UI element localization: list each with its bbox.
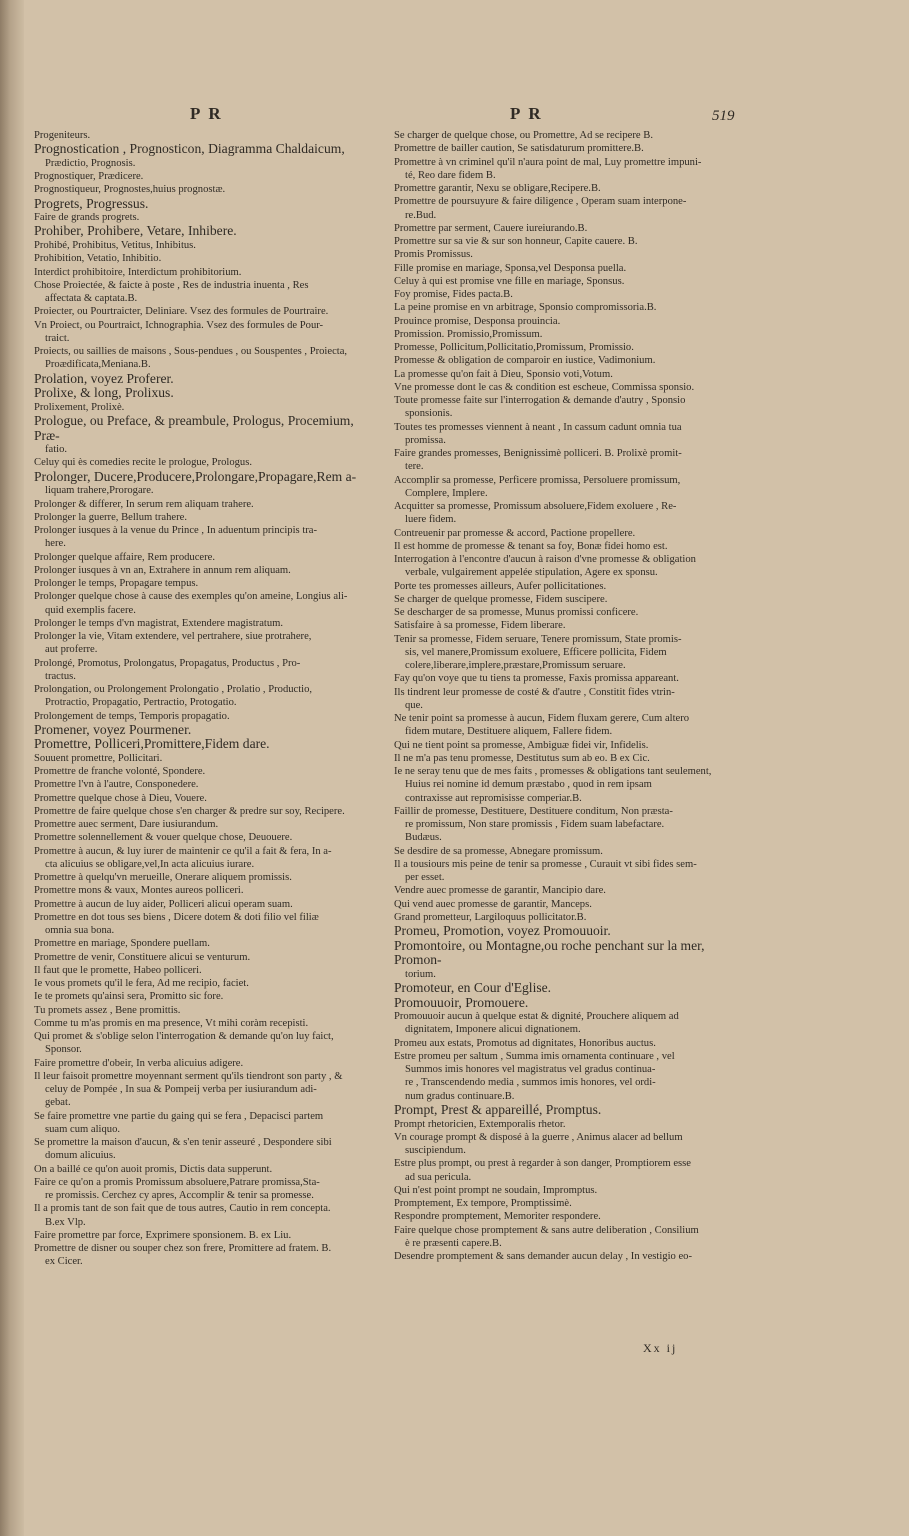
dictionary-line: Respondre promptement, Memoriter respondere. [394, 1211, 601, 1223]
dictionary-line: Il est homme de promesse & tenant sa foy, Bonæ fidei homo est. [394, 540, 668, 552]
dictionary-line: Prolation, voyez Proferer. [34, 370, 174, 386]
dictionary-line: Faire quelque chose promptement & sans autre deliberation , Consilium [394, 1224, 699, 1236]
dictionary-line: Promouuoir, Promouere. [394, 994, 529, 1010]
dictionary-column-right [394, 129, 739, 1263]
dictionary-line: Promettre à quelqu'vn merueille, Onerare aliquem promissis. [34, 872, 292, 884]
dictionary-line: re.Bud. [405, 209, 437, 221]
dictionary-line: re promissum, Non stare promissis , Fidem suam labefactare. [405, 819, 665, 830]
dictionary-line: Tenir sa promesse, Fidem seruare, Tenere promissum, State promis- [394, 633, 682, 645]
dictionary-line: Promettre de franche volonté, Spondere. [34, 766, 206, 778]
dictionary-line: tere. [405, 461, 424, 473]
dictionary-line: Acquitter sa promesse, Promissum absoluere,Fidem exoluere , Re- [394, 501, 677, 512]
dictionary-line: Prolonger quelque affaire, Rem producere. [34, 551, 216, 563]
dictionary-line: Budæus. [405, 832, 442, 844]
dictionary-line: Proædificata,Meniana.B. [45, 359, 151, 371]
dictionary-line: Prolonger, Ducere,Producere,Prolongare,Propagare,Rem a- [34, 468, 357, 484]
dictionary-line: Prolonger quelque chose à cause des exemples qu'on ameine, Longius ali- [34, 591, 348, 603]
dictionary-line: Souuent promettre, Pollicitari. [34, 752, 163, 764]
dictionary-line: gebat. [45, 1097, 71, 1109]
dictionary-line: luere fidem. [405, 514, 457, 526]
dictionary-line: Promettre auec serment, Dare iusiurandum. [34, 819, 219, 831]
dictionary-line: Vn Proiect, ou Pourtraict, Ichnographia. Vsez des formules de Pour- [34, 319, 324, 331]
dictionary-line: Prolonger iusques à vn an, Extrahere in annum rem aliquam. [34, 564, 291, 576]
dictionary-line: Sponsor. [45, 1044, 82, 1056]
dictionary-line: Grand prometteur, Largiloquus pollicitator.B. [394, 911, 587, 923]
dictionary-line: Fille promise en mariage, Sponsa,vel Desponsa puella. [394, 262, 627, 274]
dictionary-line: omnia sua bona. [45, 925, 115, 937]
dictionary-line: La peine promise en vn arbitrage, Sponsio compromissoria.B. [394, 302, 657, 314]
dictionary-line: Promeu, Promotion, voyez Promouuoir. [394, 923, 611, 938]
dictionary-line: Interrogation à l'encontre d'aucun à raison d'vne promesse & obligation [394, 554, 696, 565]
dictionary-line: cta alicuius se obligare,vel,In acta alicuius iurare. [45, 858, 255, 870]
dictionary-line: Il ne m'a pas tenu promesse, Destitutus sum ab eo. B ex Cic. [394, 752, 650, 764]
dictionary-line: Summos imis honores vel magistratus vel gradus continua- [405, 1064, 656, 1076]
dictionary-line: tractus. [45, 670, 76, 682]
dictionary-line: Chose Proiectée, & faicte à poste , Res de industria inuenta , Res [34, 279, 309, 291]
dictionary-line: Promesse & obligation de comparoir en iustice, Vadimonium. [394, 355, 656, 367]
dictionary-line: colere,liberare,implere,præstare,Promissum seruare. [405, 660, 626, 671]
dictionary-line: Estre plus prompt, ou prest à regarder à son danger, Promptiorem esse [394, 1158, 692, 1170]
dictionary-line: Progeniteurs. [34, 130, 91, 141]
dictionary-line: Promettre en mariage, Spondere puellam. [34, 938, 210, 950]
dictionary-line: Qui vend auec promesse de garantir, Manceps. [394, 898, 592, 910]
dictionary-line: Prognostiquer, Prædicere. [34, 171, 144, 183]
signature-mark: Xx ij [643, 1341, 678, 1355]
dictionary-line: sis, vel manere,Promissum exoluere, Efficere pollicita, Fidem [405, 646, 667, 658]
dictionary-line: per esset. [405, 872, 445, 883]
dictionary-line: Prohibé, Prohibitus, Vetitus, Inhibitus. [34, 240, 196, 252]
dictionary-line: Toute promesse faite sur l'interrogation & demande d'autry , Sponsio [394, 395, 686, 406]
dictionary-line: suscipiendum. [405, 1145, 466, 1157]
dictionary-line: Prompt, Prest & appareillé, Promptus. [394, 1101, 602, 1117]
dictionary-line: Promettre l'vn à l'autre, Consponedere. [34, 779, 199, 791]
dictionary-line: here. [45, 538, 66, 550]
dictionary-line: Se promettre la maison d'aucun, & s'en tenir asseuré , Despondere sibi [34, 1137, 332, 1149]
dictionary-line: Promoteur, en Cour d'Eglise. [394, 980, 552, 996]
dictionary-line: Promettre à aucun de luy aider, Polliceri alicui operam suam. [34, 898, 293, 910]
dictionary-line: Promettre mons & vaux, Montes aureos polliceri. [34, 885, 244, 897]
dictionary-line: Promettre sur sa vie & sur son honneur, Capite cauere. B. [394, 236, 638, 247]
dictionary-line: contraxisse aut repromisisse comperiar.B. [405, 792, 582, 804]
dictionary-line: Promener, voyez Pourmener. [34, 721, 192, 737]
dictionary-line: traict. [45, 332, 70, 344]
dictionary-line: Se desdire de sa promesse, Abnegare promissum. [394, 845, 603, 857]
dictionary-line: Vendre auec promesse de garantir, Mancipio dare. [394, 885, 606, 897]
dictionary-line: Promettre quelque chose à Dieu, Vouere. [34, 792, 207, 804]
dictionary-line: celuy de Pompée , In sua & Pompeij verba per iusiurandum adi- [45, 1084, 317, 1096]
dictionary-line: Il leur faisoit promettre moyennant serment qu'ils tiendront son party , & [34, 1070, 343, 1082]
dictionary-line: Prædictio, Prognosis. [45, 157, 136, 169]
dictionary-column-left [34, 129, 381, 1269]
dictionary-line: è re præsenti capere.B. [405, 1237, 502, 1249]
dictionary-line: Vn courage prompt & disposé à la guerre , Animus alacer ad bellum [394, 1131, 683, 1143]
dictionary-line: fidem mutare, Destituere aliquem, Fallere fidem. [405, 726, 613, 738]
dictionary-line: Proiects, ou saillies de maisons , Sous-pendues , ou Souspentes , Proiecta, [34, 346, 348, 358]
dictionary-line: Se charger de quelque chose, ou Promettre, Ad se recipere B. [394, 130, 653, 141]
dictionary-line: Qui ne tient point sa promesse, Ambiguæ fidei vir, Infidelis. [394, 739, 649, 751]
dictionary-line: Se descharger de sa promesse, Munus promissi conficere. [394, 607, 639, 618]
dictionary-line: dignitatem, Imponere alicui dignationem. [405, 1024, 581, 1036]
dictionary-line: sponsionis. [405, 408, 453, 420]
dictionary-line: Ie ne seray tenu que de mes faits , promesses & obligations tant seulement, [394, 766, 712, 777]
dictionary-line: Promettre de venir, Constituere alicui se venturum. [34, 951, 251, 963]
dictionary-line: Toutes tes promesses viennent à neant , In cassum cadunt omnia tua [394, 421, 682, 433]
dictionary-line: Ne tenir point sa promesse à aucun, Fidem fluxam gerere, Cum altero [394, 713, 690, 724]
dictionary-line: Huius rei nomine id demum præstabo , quod in rem ipsam [405, 779, 652, 791]
dictionary-line: Ie vous promets qu'il le fera, Ad me recipio, faciet. [34, 978, 249, 990]
dictionary-line: Satisfaire à sa promesse, Fidem liberare. [394, 620, 566, 632]
dictionary-line: Promettre de bailler caution, Se satisdaturum promittere.B. [394, 143, 644, 155]
dictionary-line: Contreuenir par promesse & accord, Pactione propellere. [394, 527, 636, 539]
dictionary-line: aut proferre. [45, 644, 98, 656]
dictionary-line: affectata & captata.B. [45, 293, 138, 305]
dictionary-line: Ie te promets qu'ainsi sera, Promitto sic fore. [34, 991, 224, 1003]
dictionary-line: Prolonger le temps, Propagare tempus. [34, 578, 199, 589]
dictionary-line: Promettre solennellement & vouer quelque chose, Deuouere. [34, 832, 293, 844]
dictionary-line: Faire ce qu'on a promis Promissum absoluere,Patrare promissa,Sta- [34, 1176, 320, 1188]
dictionary-line: Promettre à aucun, & luy iurer de maintenir ce qu'il a fait & fera, In a- [34, 845, 332, 857]
dictionary-line: Vne promesse dont le cas & condition est escheue, Commissa sponsio. [394, 381, 695, 393]
running-head-right: PR [510, 104, 549, 123]
dictionary-line: Promontoire, ou Montagne,ou roche penchant sur la mer, Promon- [394, 937, 705, 968]
dictionary-line: liquam trahere,Prorogare. [45, 485, 154, 497]
dictionary-line: num gradus continuare.B. [405, 1090, 515, 1102]
dictionary-line: Faire promettre par force, Exprimere sponsionem. B. ex Liu. [34, 1229, 292, 1241]
dictionary-line: Prolonger la guerre, Bellum trahere. [34, 511, 187, 523]
dictionary-line: Faire de grands progrets. [34, 212, 140, 224]
dictionary-line: Promeu aux estats, Promotus ad dignitates, Honoribus auctus. [394, 1037, 656, 1049]
dictionary-line: Il a tousiours mis peine de tenir sa promesse , Curauit vt sibi fides sem- [394, 858, 697, 870]
dictionary-line: Prolonger le temps d'vn magistrat, Extendere magistratum. [34, 617, 284, 629]
dictionary-line: Il a promis tant de son fait que de tous autres, Cautio in rem concepta. [34, 1203, 331, 1215]
dictionary-line: Desendre promptement & sans demander aucun delay , In vestigio eo- [394, 1251, 693, 1263]
dictionary-line: Prohibition, Vetatio, Inhibitio. [34, 253, 162, 265]
dictionary-line: Protractio, Propagatio, Pertractio, Protogatio. [45, 697, 237, 709]
dictionary-line: Qui n'est point prompt ne soudain, Impromptus. [394, 1184, 598, 1196]
dictionary-line: Promettre garantir, Nexu se obligare,Recipere.B. [394, 183, 601, 194]
dictionary-line: torium. [405, 968, 436, 980]
dictionary-line: Prolonger la vie, Vitam extendere, vel pertrahere, siue protrahere, [34, 631, 312, 642]
dictionary-line: promissa. [405, 434, 446, 446]
dictionary-line: Promouuoir aucun à quelque estat & dignité, Prouchere aliquem ad [394, 1011, 679, 1023]
dictionary-line: Porte tes promesses ailleurs, Aufer pollicitationes. [394, 580, 607, 592]
dictionary-line: Promission. Promissio,Promissum. [394, 328, 543, 340]
dictionary-line: Proiecter, ou Pourtraicter, Deliniare. Vsez des formules de Pourtraire. [34, 306, 329, 318]
dictionary-line: La promesse qu'on fait à Dieu, Sponsio voti,Votum. [394, 368, 613, 380]
dictionary-line: re , Transcendendo media , summos imis honores, vel ordi- [405, 1077, 656, 1089]
page-gutter [0, 0, 24, 1536]
dictionary-line: quid exemplis facere. [45, 604, 136, 616]
dictionary-line: Promesse, Pollicitum,Pollicitatio,Promissum, Promissio. [394, 342, 634, 353]
dictionary-line: Prognostication , Prognosticon, Diagramma Chaldaicum, [34, 141, 345, 157]
dictionary-line: Promis Promissus. [394, 249, 473, 261]
dictionary-line: Fay qu'on voye que tu tiens ta promesse, Faxis promissa appareant. [394, 673, 679, 685]
dictionary-line: ad sua pericula. [405, 1171, 472, 1183]
dictionary-line: Prouince promise, Desponsa prouincia. [394, 315, 561, 327]
dictionary-line: Prolixement, Prolixè. [34, 401, 125, 413]
dictionary-line: Se charger de quelque promesse, Fidem suscipere. [394, 593, 608, 605]
dictionary-line: Ils tindrent leur promesse de costé & d'autre , Constitit fides vtrin- [394, 686, 675, 698]
dictionary-line: Tu promets assez , Bene promittis. [34, 1004, 181, 1016]
dictionary-line: Prohiber, Prohibere, Vetare, Inhibere. [34, 223, 237, 239]
dictionary-line: Prolixe, & long, Prolixus. [34, 385, 174, 401]
dictionary-line: Promettre en dot tous ses biens , Dicere dotem & doti filio vel filiæ [34, 911, 319, 923]
dictionary-line: B.ex Vlp. [45, 1216, 86, 1228]
dictionary-line: Prolonger iusques à la venue du Prince , In aduentum principis tra- [34, 525, 318, 536]
dictionary-line: Promettre par serment, Cauere iureiurando.B. [394, 222, 588, 234]
dictionary-line: suam cum aliquo. [45, 1123, 121, 1135]
dictionary-line: Promettre de disner ou souper chez son frere, Promittere ad fratem. B. [34, 1243, 332, 1255]
dictionary-line: On a baillé ce qu'on auoit promis, Dictis data supperunt. [34, 1163, 273, 1175]
dictionary-line: Prompt rhetoricien, Extemporalis rhetor. [394, 1118, 566, 1130]
dictionary-line: Prognostiqueur, Prognostes,huius prognostæ. [34, 184, 226, 196]
dictionary-line: Prolonger & differer, In serum rem aliquam trahere. [34, 498, 254, 510]
dictionary-line: Se faire promettre vne partie du gaing qui se fera , Depacisci partem [34, 1110, 324, 1122]
dictionary-line: Promettre de faire quelque chose s'en charger & predre sur soy, Recipere. [34, 805, 345, 817]
dictionary-line: Progrets, Progressus. [34, 195, 149, 211]
dictionary-line: que. [405, 699, 423, 711]
dictionary-line: Foy promise, Fides pacta.B. [394, 289, 513, 300]
dictionary-line: Accomplir sa promesse, Perficere promissa, Persoluere promissum, [394, 474, 681, 486]
dictionary-line: Faillir de promesse, Destituere, Destituere conditum, Non præsta- [394, 805, 673, 817]
dictionary-line: Promettre à vn criminel qu'il n'aura point de mal, Luy promettre impuni- [394, 156, 702, 168]
dictionary-line: verbale, vulgairement appelée stipulation, Agere ex sponsu. [405, 567, 658, 579]
dictionary-line: Faire grandes promesses, Benignissimè polliceri. B. Prolixè promit- [394, 448, 682, 459]
page-number: 519 [712, 108, 735, 124]
dictionary-line: Prolongation, ou Prolongement Prolongatio , Prolatio , Productio, [34, 684, 313, 695]
dictionary-line: fatio. [45, 444, 68, 456]
dictionary-line: domum alicuius. [45, 1150, 116, 1162]
dictionary-line: Comme tu m'as promis en ma presence, Vt mihi coràm recepisti. [34, 1017, 309, 1029]
dictionary-line: Prolongé, Promotus, Prolongatus, Propagatus, Productus , Pro- [34, 657, 301, 669]
dictionary-line: Celuy à qui est promise vne fille en mariage, Sponsus. [394, 275, 625, 287]
dictionary-line: Promettre, Polliceri,Promittere,Fidem dare. [34, 736, 270, 752]
dictionary-line: Estre promeu per saltum , Summa imis ornamenta continuare , vel [394, 1050, 675, 1062]
dictionary-line: Promettre de poursuyure & faire diligence , Operam suam interpone- [394, 196, 687, 208]
dictionary-line: Promptement, Ex tempore, Promptissimè. [394, 1198, 572, 1210]
dictionary-line: Complere, Implere. [405, 487, 488, 499]
dictionary-line: Prologue, ou Preface, & preambule, Prologus, Procemium, Præ- [34, 412, 354, 443]
dictionary-line: Prolongement de temps, Temporis propagatio. [34, 710, 230, 722]
dictionary-line: Interdict prohibitoire, Interdictum prohibitorium. [34, 266, 242, 278]
dictionary-line: Faire promettre d'obeir, In verba alicuius adigere. [34, 1057, 244, 1069]
running-head-left: PR [190, 104, 229, 123]
dictionary-line: Qui promet & s'oblige selon l'interrogation & demande qu'on luy faict, [34, 1031, 334, 1043]
dictionary-line: re promissis. Cerchez cy apres, Accomplir & tenir sa promesse. [45, 1190, 314, 1202]
dictionary-line: té, Reo dare fidem B. [405, 169, 496, 181]
dictionary-line: Il faut que le promette, Habeo polliceri. [34, 964, 202, 976]
dictionary-line: ex Cicer. [45, 1256, 83, 1268]
dictionary-line: Celuy qui ès comedies recite le prologue, Prologus. [34, 457, 253, 469]
